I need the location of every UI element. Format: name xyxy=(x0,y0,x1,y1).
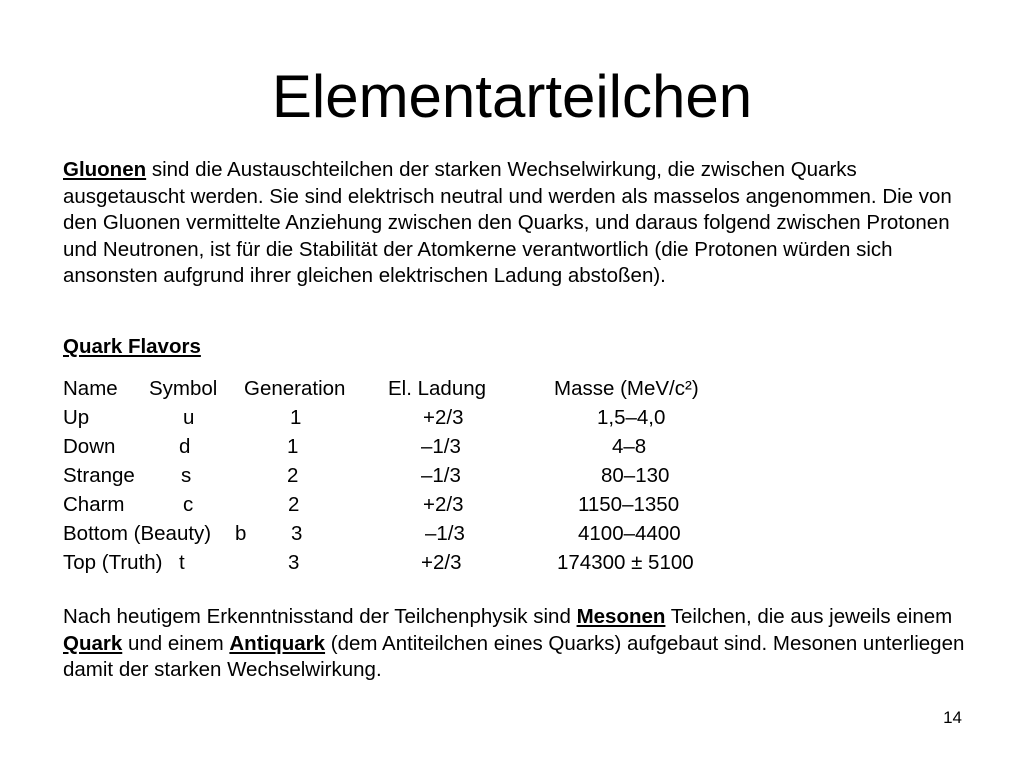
cell-charge: –1/3 xyxy=(421,435,461,458)
header-symbol: Symbol xyxy=(149,377,218,400)
cell-symbol: t xyxy=(179,551,185,574)
cell-charge: –1/3 xyxy=(421,464,461,487)
cell-mass: 174300 ± 5100 xyxy=(557,551,694,574)
quark-flavors-heading: Quark Flavors xyxy=(63,335,201,358)
page-number: 14 xyxy=(943,708,962,727)
cell-name: Down xyxy=(63,435,116,458)
cell-symbol: c xyxy=(183,493,194,516)
term-antiquark: Antiquark xyxy=(229,631,326,655)
cell-mass: 80–130 xyxy=(601,464,670,487)
term-gluonen: Gluonen xyxy=(63,158,147,181)
gluon-paragraph xyxy=(63,157,973,290)
cell-charge: +2/3 xyxy=(423,493,464,516)
header-name: Name xyxy=(63,377,118,400)
cell-mass: 4100–4400 xyxy=(578,522,681,545)
header-generation: Generation xyxy=(244,377,346,400)
table-row xyxy=(0,519,1024,548)
table-row xyxy=(0,432,1024,461)
cell-symbol: d xyxy=(179,435,191,458)
cell-charge: –1/3 xyxy=(425,522,465,545)
mesonen-text-4: (dem Antiteilchen eines Quarks) aufgebaut sind. Mesonen unterliegen damit der starken Wechselwirkung. xyxy=(63,631,965,681)
cell-mass: 4–8 xyxy=(612,435,647,458)
term-quark: Quark xyxy=(63,631,123,655)
cell-generation: 3 xyxy=(288,551,300,574)
cell-symbol: s xyxy=(181,464,192,487)
cell-generation: 2 xyxy=(288,493,300,516)
table-row xyxy=(0,490,1024,519)
header-charge: El. Ladung xyxy=(388,377,487,400)
mesonen-text-2: Teilchen, die aus jeweils einem xyxy=(665,605,953,628)
table-row xyxy=(0,548,1024,577)
cell-generation: 2 xyxy=(287,464,299,487)
table-row xyxy=(0,403,1024,432)
cell-generation: 3 xyxy=(291,522,303,545)
cell-symbol: b xyxy=(235,522,247,545)
cell-name: Strange xyxy=(63,464,135,487)
mesonen-paragraph xyxy=(63,604,973,684)
table-header-row xyxy=(0,374,1024,403)
cell-charge: +2/3 xyxy=(423,406,464,429)
header-mass: Masse (MeV/c²) xyxy=(554,377,699,400)
gluon-text: sind die Austauschteilchen der starken Wechselwirkung, die zwischen Quarks ausgetauscht werden. Sie sind elektrisch neutral und werden als masselos angenommen. Die von den Gluonen vermittelte Anziehung zwischen den Quarks, und daraus folgend zwischen Protonen und Neutronen, ist für die Stabilität der Atomkerne verantwortlich (die Protonen würden sich ansonsten aufgrund ihrer gleichen elektrischen Ladung abstoßen). xyxy=(63,158,952,287)
cell-mass: 1150–1350 xyxy=(578,493,680,516)
mesonen-text-3: und einem xyxy=(122,631,230,655)
cell-symbol: u xyxy=(183,406,195,429)
cell-generation: 1 xyxy=(287,435,299,458)
cell-name: Top (Truth) xyxy=(63,551,163,574)
cell-mass: 1,5–4,0 xyxy=(597,406,666,429)
cell-charge: +2/3 xyxy=(421,551,462,574)
cell-name: Bottom (Beauty) xyxy=(63,522,212,545)
cell-generation: 1 xyxy=(290,406,302,429)
term-mesonen: Mesonen xyxy=(576,605,666,628)
table-row xyxy=(0,461,1024,490)
cell-name: Charm xyxy=(63,493,125,516)
cell-name: Up xyxy=(63,406,90,429)
mesonen-text-1: Nach heutigem Erkenntnisstand der Teilchenphysik sind xyxy=(63,605,577,628)
slide-title: Elementarteilchen xyxy=(271,63,753,130)
